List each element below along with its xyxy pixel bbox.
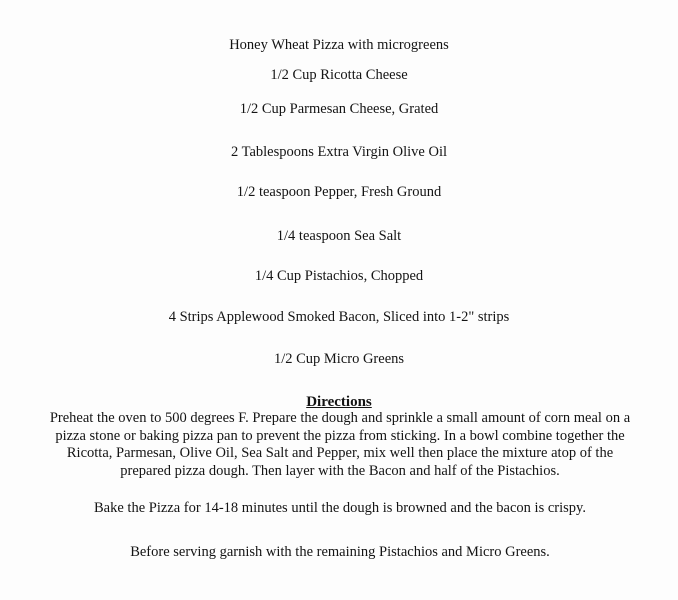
ingredient-item: 2 Tablespoons Extra Virgin Olive Oil: [231, 144, 447, 160]
directions-paragraph: Bake the Pizza for 14-18 minutes until the dough is browned and the bacon is crispy.: [94, 500, 586, 516]
ingredient-item: 1/4 teaspoon Sea Salt: [276, 228, 402, 244]
recipe-title: Honey Wheat Pizza with microgreens: [229, 37, 449, 53]
directions-paragraph: Before serving garnish with the remaining Pistachios and Micro Greens.: [130, 544, 550, 560]
ingredient-item: 1/2 teaspoon Pepper, Fresh Ground: [236, 184, 442, 200]
ingredient-item: 1/2 Cup Ricotta Cheese: [270, 67, 408, 83]
directions-heading: Directions: [306, 394, 372, 410]
ingredient-item: 4 Strips Applewood Smoked Bacon, Sliced into 1-2" strips: [168, 309, 510, 325]
directions-paragraph: Preheat the oven to 500 degrees F. Prepare the dough and sprinkle a small amount of corn meal on a pizza stone or baking pizza pan to prevent the pizza from sticking. In a bowl combine together the Ricotta, Parmesan, Olive Oil, Sea Salt and Pepper, mix well then place the mixture atop of the prepared pizza dough. Then layer with the Bacon and half of the Pistachios.: [49, 410, 631, 479]
ingredient-item: 1/4 Cup Pistachios, Chopped: [254, 268, 424, 284]
ingredient-item: 1/2 Cup Parmesan Cheese, Grated: [239, 101, 439, 117]
ingredient-item: 1/2 Cup Micro Greens: [273, 351, 405, 367]
